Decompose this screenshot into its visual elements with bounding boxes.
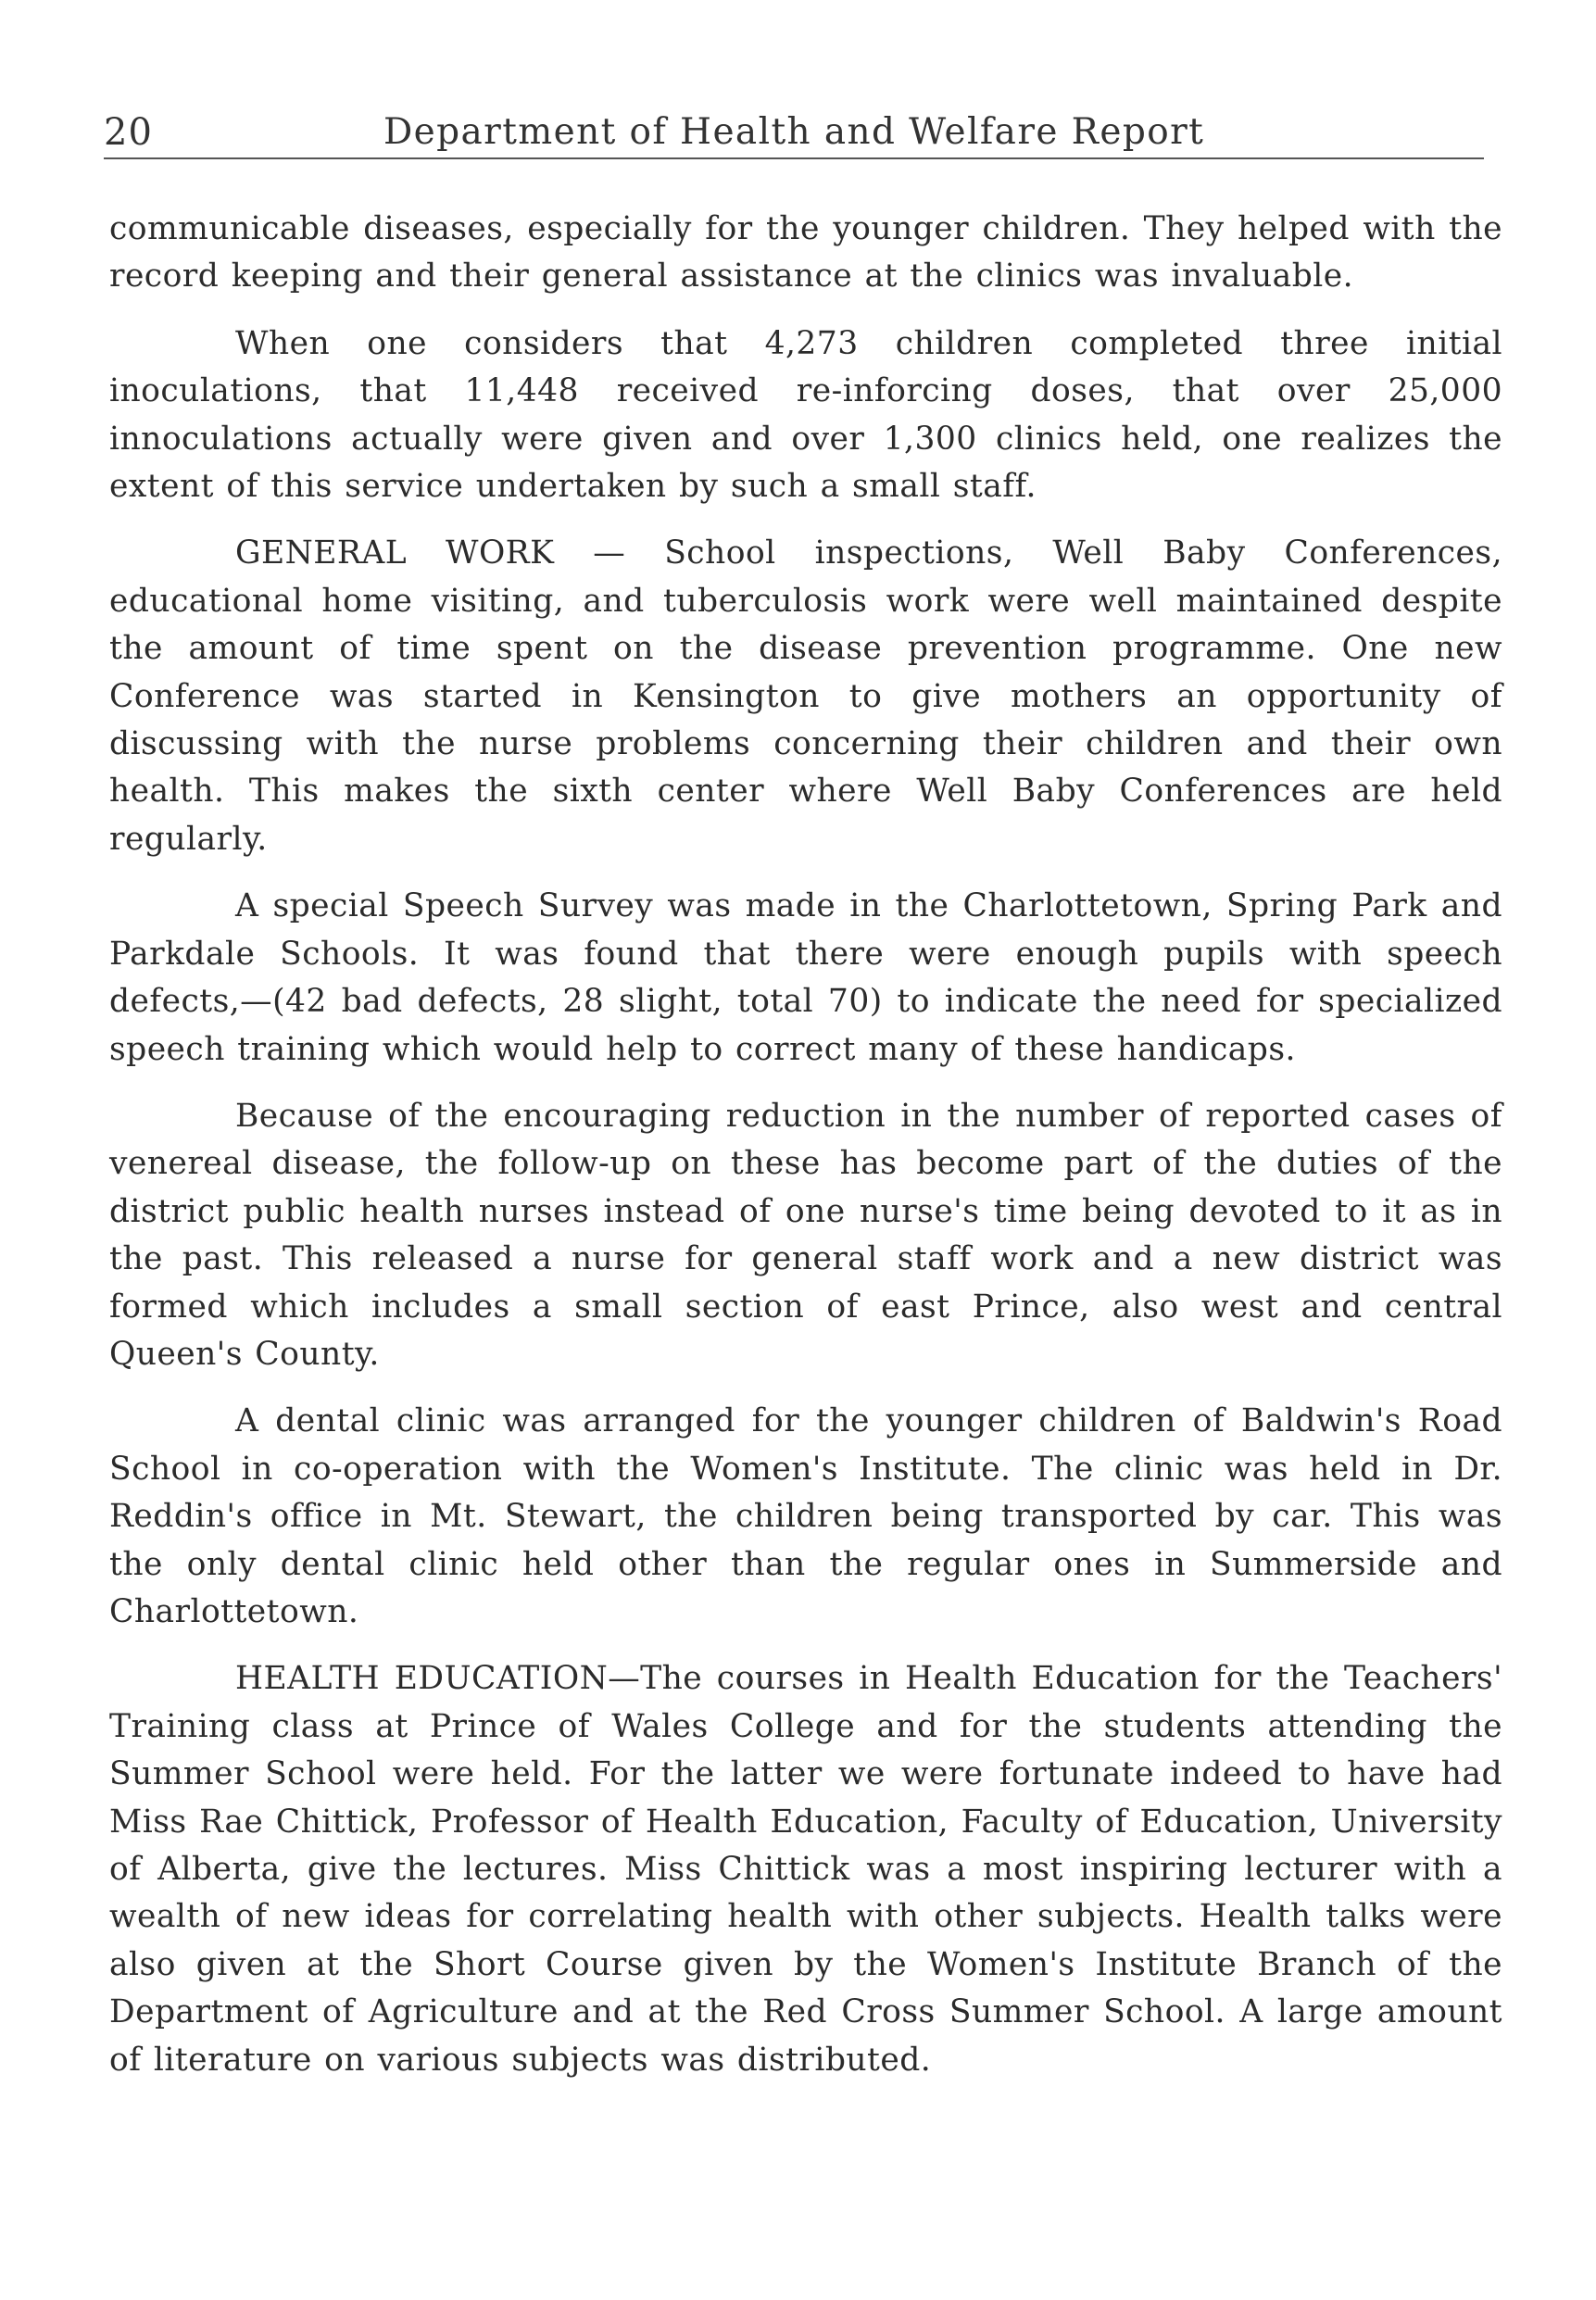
page-number: 20 — [104, 111, 153, 154]
report-body — [109, 206, 1502, 2104]
running-title: Department of Health and Welfare Report — [383, 111, 1205, 153]
paragraph-inoculations: When one considers that 4,273 children completed three initial inoculations, that 11,448 received re-inforcing doses, that over 25,000 innoculations actually were given and over 1,300 clinics held, one realizes the extent of this service undertaken by such a small staff. — [109, 324, 1502, 506]
paragraph-continued: communicable diseases, especially for the younger children. They helped with the record keeping and their general assistance at the clinics was invaluable. — [109, 210, 1502, 295]
header-rule — [104, 157, 1484, 159]
paragraph-general-work: GENERAL WORK — School inspections, Well Baby Conferences, educational home visiting, and tuberculosis work were well maintained despite the amount of time spent on the disease prevention programme. One new Conference was started in Kensington to give mothers an opportunity of discussing with the nurse problems concerning their children and their own health. This makes the sixth center where Well Baby Conferences are held regularly. — [109, 534, 1502, 858]
paragraph-venereal-disease: Because of the encouraging reduction in the number of reported cases of venereal disease, the follow-up on these has become part of the duties of the district public health nurses instead of one nurse's time being devoted to it as in the past. This released a nurse for general staff work and a new district was formed which includes a small section of east Prince, also west and central Queen's County. — [109, 1097, 1502, 1373]
page-header — [104, 104, 1499, 159]
paragraph-speech-survey: A special Speech Survey was made in the Charlottetown, Spring Park and Parkdale Schools. It was found that there were enough pupils with speech defects,—(42 bad defects, 28 slight, total 70) to indicate the need for specialized speech training which would help to correct many of these handicaps. — [109, 887, 1502, 1068]
paragraph-health-education: HEALTH EDUCATION—The courses in Health Education for the Teachers' Training class at Prince of Wales College and for the students attending the Summer School were held. For the latter we were fortunate indeed to have had Miss Rae Chittick, Professor of Health Education, Faculty of Education, University of Alberta, give the lectures. Miss Chittick was a most inspiring lecturer with a wealth of new ideas for correlating health with other subjects. Health talks were also given at the Short Course given by the Women's Institute Branch of the Department of Agriculture and at the Red Cross Summer School. A large amount of literature on various subjects was distributed. — [109, 1660, 1502, 2079]
paragraph-dental-clinic: A dental clinic was arranged for the younger children of Baldwin's Road School in co-operation with the Women's Institute. The clinic was held in Dr. Reddin's office in Mt. Stewart, the children being transported by car. This was the only dental clinic held other than the regular ones in Summerside and Charlottetown. — [109, 1402, 1502, 1630]
